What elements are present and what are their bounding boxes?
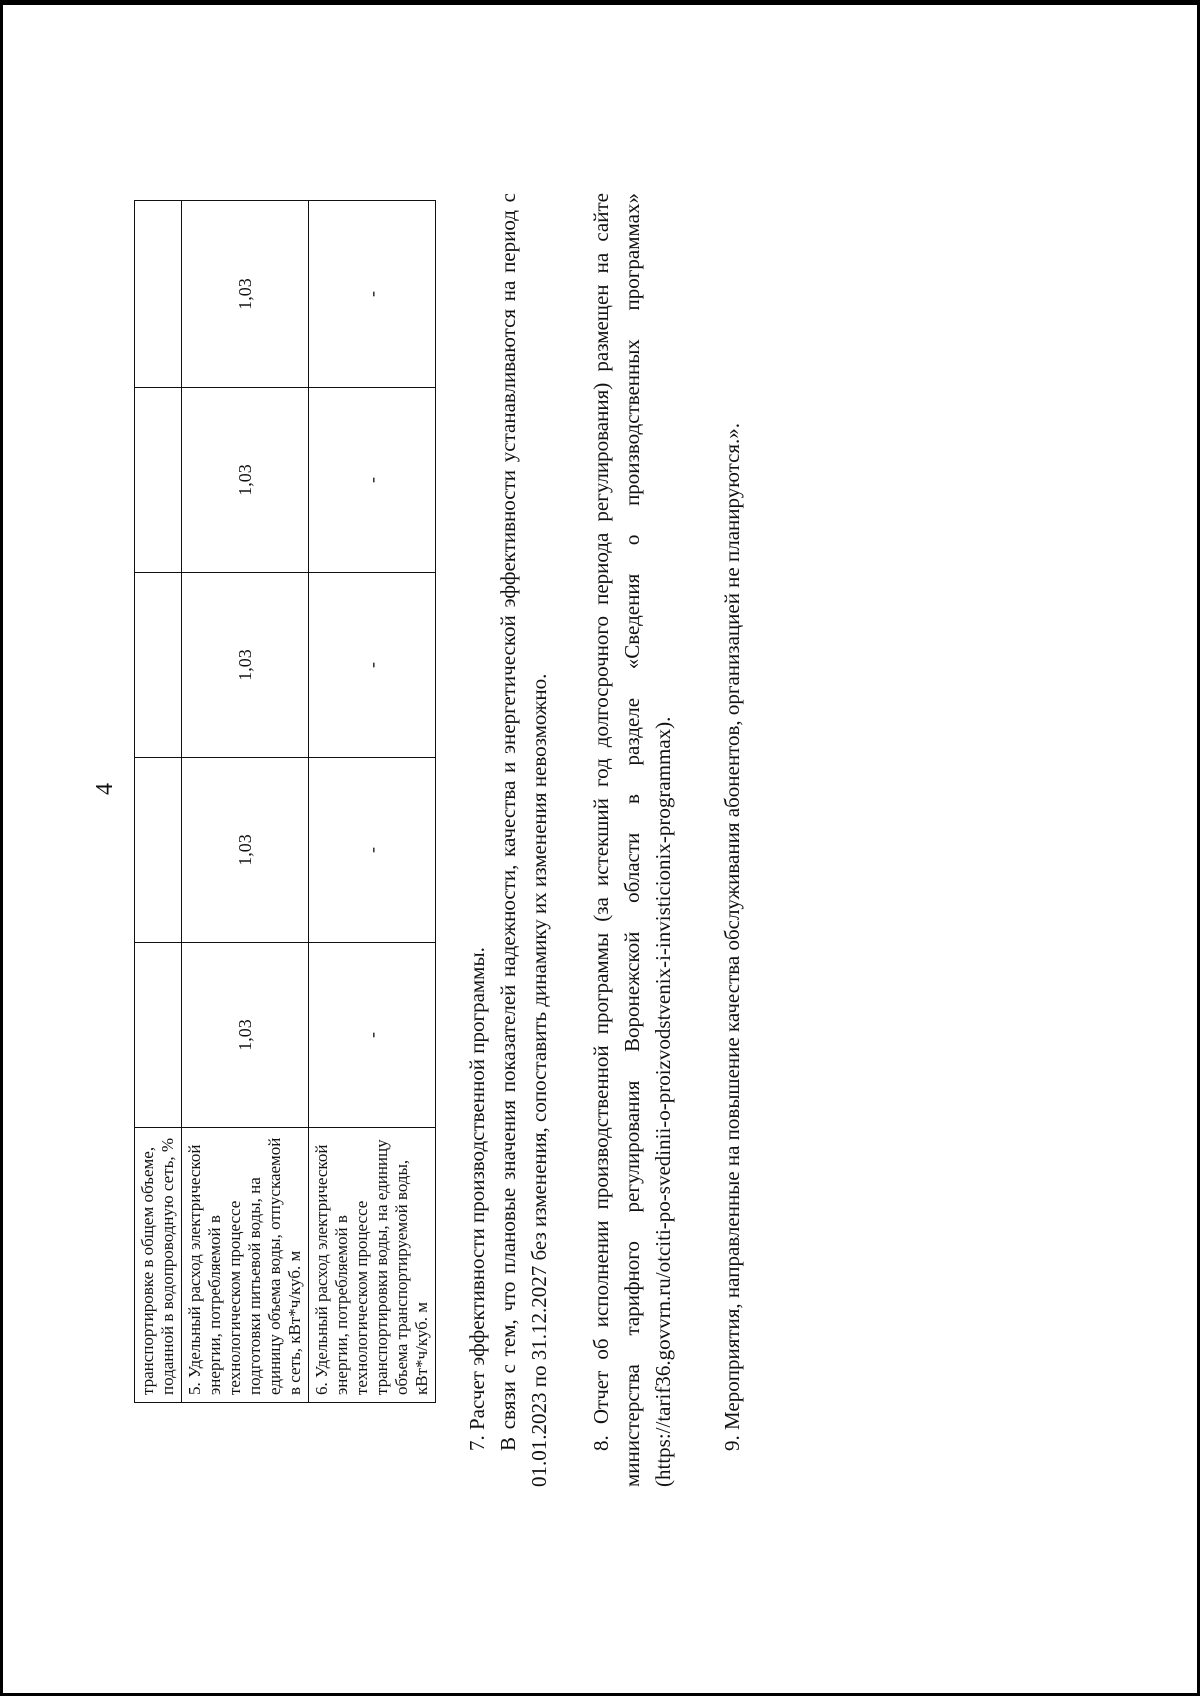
table-cell bbox=[135, 573, 182, 758]
indicators-table bbox=[134, 200, 436, 1403]
table-row bbox=[182, 201, 309, 1403]
page-number: 4 bbox=[92, 783, 118, 795]
row-label: транспортировке в общем объеме, поданной в водопроводную сеть, % bbox=[135, 1128, 182, 1403]
table-cell: - bbox=[309, 758, 436, 943]
table-cell: - bbox=[309, 388, 436, 573]
rotated-page-content bbox=[3, 5, 1197, 1693]
row-label: 6. Удельный расход электрической энергии, потребляемой в технологическом процессе транспортировки воды, на единицу объема транспортируемой воды, кВт*ч/куб. м bbox=[309, 1128, 436, 1403]
row-label: 5. Удельный расход электрической энергии, потребляемой в технологическом процессе подготовки питьевой воды, на единицу объема воды, отпускаемой в сеть, кВт*ч/куб. м bbox=[182, 1128, 309, 1403]
table-cell: 1,03 bbox=[182, 201, 309, 388]
table-cell bbox=[135, 388, 182, 573]
table-cell: - bbox=[309, 201, 436, 388]
table-cell: - bbox=[309, 943, 436, 1128]
section-7-title: 7. Расчет эффективности производственной программы. bbox=[465, 947, 489, 1451]
document-page bbox=[3, 5, 1197, 1693]
section-8-body: 8. Отчет об исполнении производственной программы (за истекший год долгосрочного периода регулирования) размещен на сайте министерства тарифного регулирования Воронежской области в разделе «Сведения о производственных программах» (https://tarif36.govvrn.ru/otciti-po-svedinii-o-proizvodstvenix-i-invisticionix-programmax). bbox=[589, 193, 675, 1487]
table-cell bbox=[135, 201, 182, 388]
table-cell: 1,03 bbox=[182, 758, 309, 943]
table-cell: 1,03 bbox=[182, 388, 309, 573]
table-cell: 1,03 bbox=[182, 573, 309, 758]
section-7-body: В связи с тем, что плановые значения показателей надежности, качества и энергетической эффективности устанавливаются на период с 01.01.2023 по 31.12.2027 без изменения, сопоставить динамику их изменения невозможно. bbox=[496, 193, 551, 1487]
table-cell: - bbox=[309, 573, 436, 758]
table-cell: 1,03 bbox=[182, 943, 309, 1128]
section-9-body: 9. Мероприятия, направленные на повышение качества обслуживания абонентов, организацией не планируются.». bbox=[720, 422, 744, 1451]
table-cell bbox=[135, 758, 182, 943]
table-row bbox=[135, 201, 182, 1403]
table-row bbox=[309, 201, 436, 1403]
table-cell bbox=[135, 943, 182, 1128]
